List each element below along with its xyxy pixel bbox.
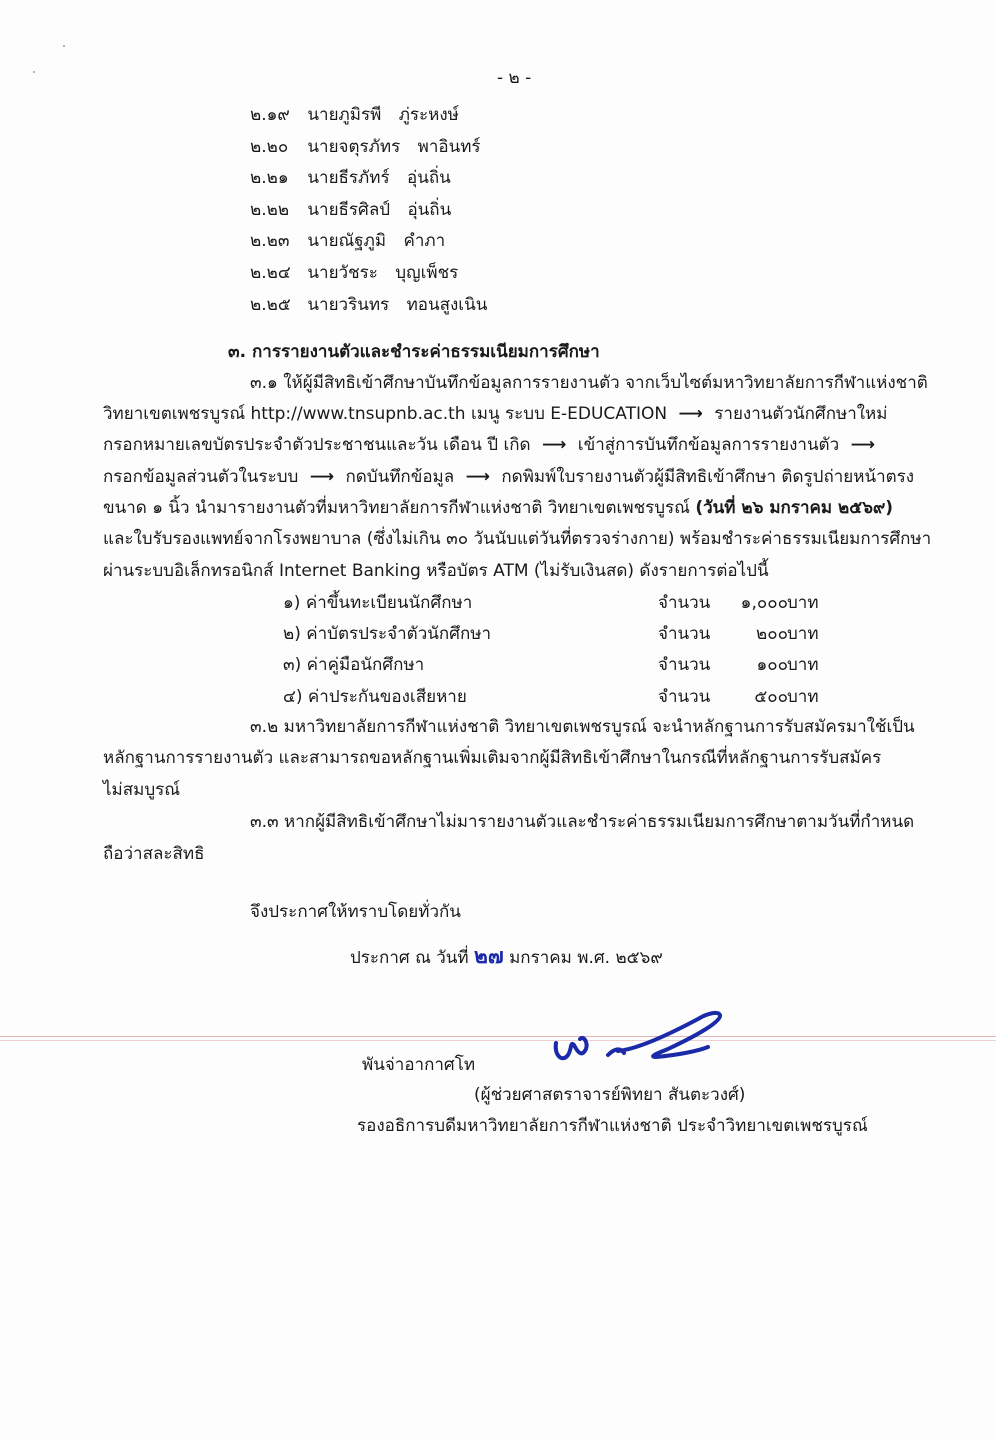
name-list-item — [250, 199, 451, 221]
section-heading: ๓. การรายงานตัวและชำระค่าธรรมเนียมการศึกษา — [228, 342, 600, 362]
scan-speck — [63, 45, 65, 47]
fee-unit: บาท — [787, 687, 819, 707]
item-number: ๒.๑๙ — [250, 105, 290, 125]
paragraph-3-1-line — [103, 434, 939, 456]
menu-path-text: รายงานตัวนักศึกษาใหม่ — [714, 404, 888, 424]
name-list-item — [250, 104, 459, 126]
fee-description: ๒) ค่าบัตรประจำตัวนักศึกษา — [283, 624, 492, 644]
first-name: นายภูมิรพี — [307, 105, 382, 125]
fee-qty-label: จำนวน — [658, 593, 711, 613]
step-text: กดพิมพ์ใบรายงานตัวผู้มีสิทธิเข้าศึกษา ติดรูปถ่ายหน้าตรง — [501, 467, 915, 487]
fee-description: ๑) ค่าขึ้นทะเบียนนักศึกษา — [283, 593, 473, 613]
last-name: ภู่ระหงษ์ — [398, 105, 459, 125]
paragraph-3-1-line: และใบรับรองแพทย์จากโรงพยาบาล (ซึ่งไม่เกิน ๓๐ วันนับแต่วันที่ตรวจร่างกาย) พร้อมชำระค่าธรรมเนียมการศึกษา — [103, 529, 932, 549]
last-name: คำภา — [403, 231, 446, 251]
paragraph-3-3-line: ถือว่าสละสิทธิ — [103, 844, 205, 864]
first-name: นายจตุรภัทร — [307, 137, 401, 157]
arrow-right-icon: ⟶ — [465, 467, 490, 487]
paragraph-3-2-line: หลักฐานการรายงานตัว และสามารถขอหลักฐานเพิ่มเติมจากผู้มีสิทธิเข้าศึกษาในกรณีที่หลักฐานการรับสมัคร — [103, 748, 882, 768]
item-number: ๒.๒๒ — [250, 200, 290, 220]
arrow-right-icon: ⟶ — [542, 435, 567, 455]
name-list-item — [250, 136, 481, 158]
arrow-right-icon: ⟶ — [850, 435, 875, 455]
paragraph-3-1-line — [103, 466, 939, 488]
fee-amount: ๒๐๐ — [756, 624, 788, 644]
handwritten-signature — [548, 1005, 738, 1080]
last-name: บุญเพ็ชร — [395, 263, 459, 283]
scan-fold-line — [0, 1036, 996, 1037]
fee-qty-label: จำนวน — [658, 655, 711, 675]
fee-unit: บาท — [787, 655, 819, 675]
name-list-item — [250, 167, 451, 189]
paragraph-3-3-line: ๓.๓ หากผู้มีสิทธิเข้าศึกษาไม่มารายงานตัวและชำระค่าธรรมเนียมการศึกษาตามวันที่กำหนด — [250, 812, 915, 832]
page-number: - ๒ - — [497, 68, 532, 88]
signatory-title: รองอธิการบดีมหาวิทยาลัยการกีฬาแห่งชาติ ประจำวิทยาเขตเพชรบูรณ์ — [357, 1116, 868, 1136]
arrow-right-icon: ⟶ — [678, 404, 703, 424]
paragraph-3-2-line: ๓.๒ มหาวิทยาลัยการกีฬาแห่งชาติ วิทยาเขตเพชรบูรณ์ จะนำหลักฐานการรับสมัครมาใช้เป็น — [250, 717, 915, 737]
report-date: (วันที่ ๒๖ มกราคม ๒๕๖๙) — [695, 498, 894, 518]
item-number: ๒.๒๔ — [250, 263, 291, 283]
paragraph-3-1-line: ๓.๑ ให้ผู้มีสิทธิเข้าศึกษาบันทึกข้อมูลการรายงานตัว จากเว็บไซต์มหาวิทยาลัยการกีฬาแห่งชาติ — [250, 373, 928, 393]
item-number: ๒.๒๓ — [250, 231, 290, 251]
first-name: นายธีรภัทร์ — [307, 168, 390, 188]
step-text: กดบันทึกข้อมูล — [345, 467, 455, 487]
announcement-text: จึงประกาศให้ทราบโดยทั่วกัน — [250, 902, 461, 922]
first-name: นายธีรศิลป์ — [307, 200, 391, 220]
fee-amount: ๕๐๐ — [754, 687, 788, 707]
signatory-rank: พันจ่าอากาศโท — [362, 1055, 476, 1075]
signatory-name: (ผู้ช่วยศาสตราจารย์พิทยา สันตะวงศ์) — [474, 1085, 746, 1105]
fee-amount: ๑,๐๐๐ — [740, 593, 788, 613]
scan-fold-line — [0, 1040, 996, 1041]
arrow-right-icon: ⟶ — [309, 467, 335, 487]
fee-qty-label: จำนวน — [658, 687, 711, 707]
date-prefix: ประกาศ ณ วันที่ — [350, 948, 469, 968]
last-name: อุ่นถิ่น — [407, 200, 452, 220]
last-name: อุ่นถิ่น — [407, 168, 451, 188]
step-text: กรอกข้อมูลส่วนตัวในระบบ — [103, 467, 299, 487]
menu-path-text: วิทยาเขตเพชรบูรณ์ http://www.tnsupnb.ac.th เมนู ระบบ E-EDUCATION — [103, 404, 668, 424]
first-name: นายวัชระ — [307, 263, 378, 283]
scan-speck — [33, 71, 35, 73]
paragraph-3-1-line — [103, 403, 939, 425]
step-text: กรอกหมายเลขบัตรประจำตัวประชาชนและวัน เดือน ปี เกิด — [103, 435, 531, 455]
step-text: เข้าสู่การบันทึกข้อมูลการรายงานตัว — [577, 435, 840, 455]
name-list-item — [250, 230, 445, 252]
item-number: ๒.๒๐ — [250, 137, 289, 157]
paragraph-3-1-line — [103, 497, 939, 519]
name-list-item — [250, 294, 487, 316]
paragraph-3-1-line: ผ่านระบบอิเล็กทรอนิกส์ Internet Banking หรือบัตร ATM (ไม่รับเงินสด) ดังรายการต่อไปนี้ — [103, 561, 769, 581]
first-name: นายณัฐภูมิ — [307, 231, 387, 251]
fee-qty-label: จำนวน — [658, 624, 711, 644]
handwritten-day: ๒๗ — [474, 944, 504, 968]
fee-unit: บาท — [787, 624, 819, 644]
fee-description: ๓) ค่าคู่มือนักศึกษา — [283, 655, 425, 675]
item-number: ๒.๒๑ — [250, 168, 289, 188]
fee-amount: ๑๐๐ — [756, 655, 788, 675]
item-number: ๒.๒๕ — [250, 295, 291, 315]
first-name: นายวรินทร — [307, 295, 390, 315]
last-name: พาอินทร์ — [417, 137, 481, 157]
last-name: ทอนสูงเนิน — [406, 295, 488, 315]
step-text: ขนาด ๑ นิ้ว นำมารายงานตัวที่มหาวิทยาลัยการกีฬาแห่งชาติ วิทยาเขตเพชรบูรณ์ — [103, 498, 696, 518]
announcement-date — [350, 945, 663, 969]
fee-unit: บาท — [787, 593, 819, 613]
name-list-item — [250, 262, 458, 284]
fee-description: ๔) ค่าประกันของเสียหาย — [283, 687, 467, 707]
paragraph-3-2-line: ไม่สมบูรณ์ — [103, 780, 181, 800]
date-suffix: มกราคม พ.ศ. ๒๕๖๙ — [509, 948, 663, 968]
